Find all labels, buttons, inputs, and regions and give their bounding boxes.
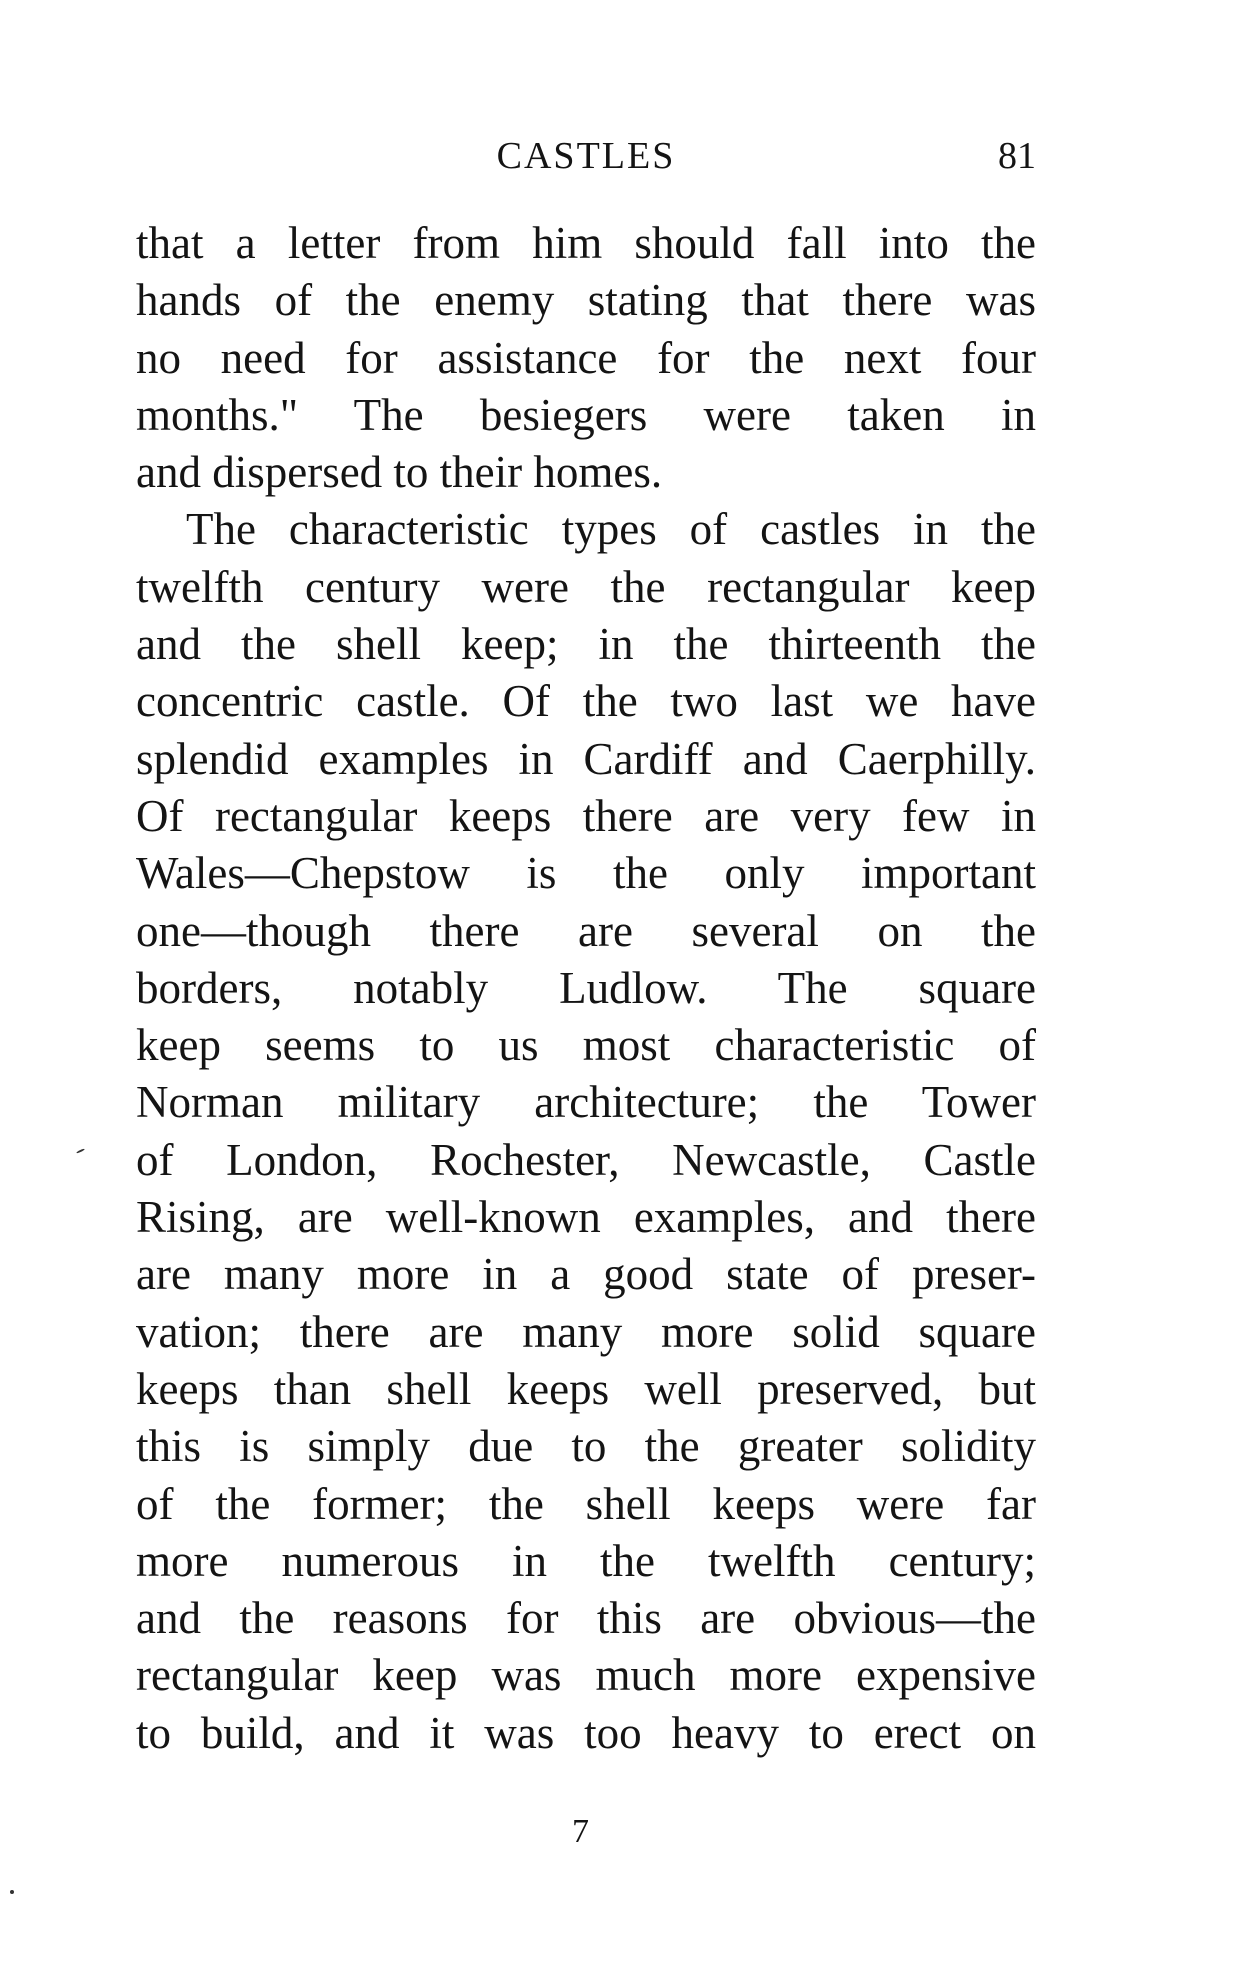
text-line: and the shell keep; in the thirteenth the (136, 619, 1036, 670)
text-line: no need for assistance for the next four (136, 332, 1036, 383)
text-line: are many more in a good state of preser- (136, 1249, 1036, 1300)
text-line: keep seems to us most characteristic of (136, 1020, 1036, 1071)
running-title: CASTLES (496, 135, 676, 177)
text-line: Rising, are well-known examples, and there (136, 1192, 1036, 1243)
text-line: twelfth century were the rectangular keep (136, 561, 1036, 612)
text-line: more numerous in the twelfth century; (136, 1535, 1036, 1586)
signature-mark: 7 (572, 1813, 589, 1850)
margin-speck (76, 1148, 85, 1154)
text-line: to build, and it was too heavy to erect on (136, 1707, 1036, 1758)
text-line: months." The besiegers were taken in (136, 389, 1036, 440)
text-line: of the former; the shell keeps were far (136, 1478, 1036, 1529)
text-line: Norman military architecture; the Tower (136, 1077, 1036, 1128)
text-line: that a letter from him should fall into the (136, 218, 1036, 268)
text-line: concentric castle. Of the two last we have (136, 676, 1036, 727)
text-line: rectangular keep was much more expensive (136, 1650, 1036, 1701)
running-head (136, 130, 1036, 182)
page-number: 81 (998, 135, 1036, 177)
text-line: Of rectangular keeps there are very few in (136, 790, 1036, 841)
text-line: borders, notably Ludlow. The square (136, 962, 1036, 1013)
text-line: The characteristic types of castles in the (186, 504, 1036, 555)
text-line: and dispersed to their homes. (136, 447, 663, 498)
text-line: this is simply due to the greater solidity (136, 1421, 1036, 1472)
text-line: one—though there are several on the (136, 905, 1036, 956)
text-line: hands of the enemy stating that there was (136, 275, 1036, 326)
text-line: splendid examples in Cardiff and Caerphilly. (136, 733, 1036, 784)
text-line: of London, Rochester, Newcastle, Castle (136, 1134, 1036, 1185)
margin-speck (10, 1890, 14, 1894)
text-line: keeps than shell keeps well preserved, but (136, 1363, 1036, 1414)
text-line: Wales—Chepstow is the only important (136, 848, 1036, 899)
text-line: and the reasons for this are obvious—the (136, 1593, 1036, 1644)
body-text (136, 215, 1036, 1762)
text-line: vation; there are many more solid square (136, 1306, 1036, 1357)
